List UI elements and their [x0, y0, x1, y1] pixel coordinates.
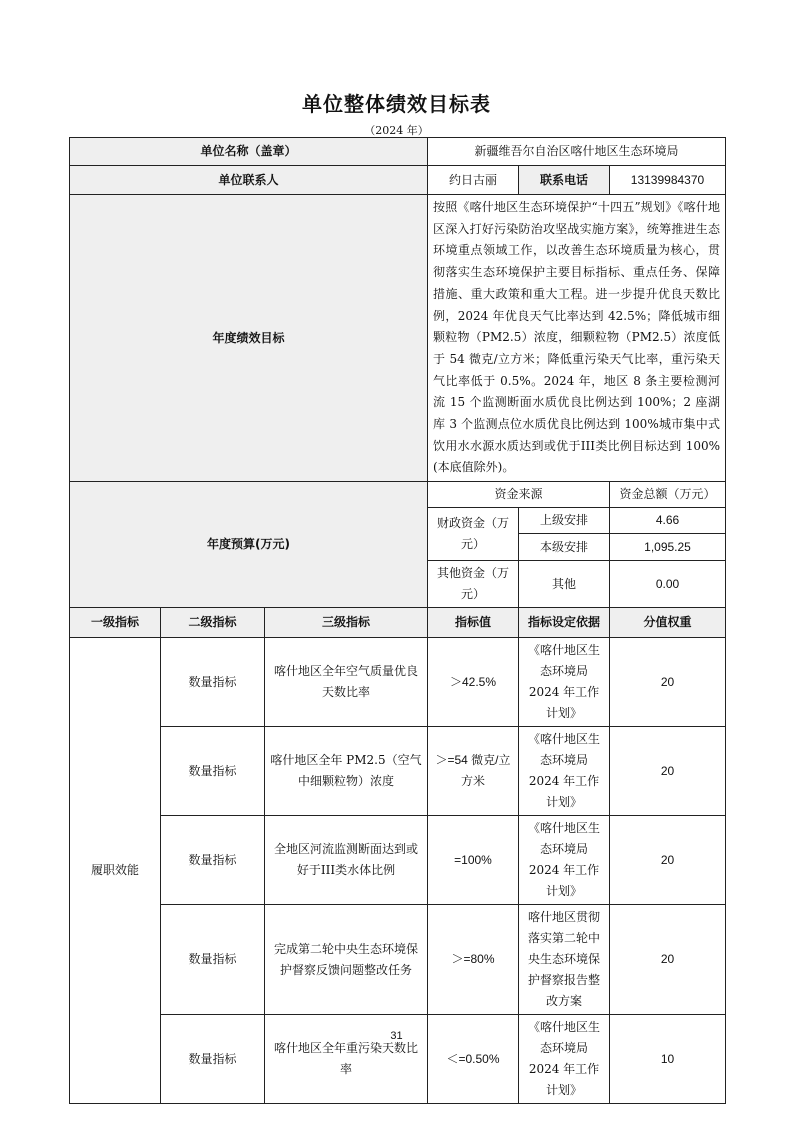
- goal-label: 年度绩效目标: [70, 195, 428, 482]
- indicator-value: ＞=54 微克/立方米: [428, 727, 519, 816]
- header-level3: 三级指标: [265, 608, 428, 638]
- header-basis: 指标设定依据: [519, 608, 610, 638]
- table-row: [70, 816, 726, 905]
- phone-value: 13139984370: [610, 166, 726, 195]
- other-fund-sub-label: 其他: [519, 561, 610, 608]
- fund-total-header: 资金总额（万元）: [610, 482, 726, 508]
- level3-indicator: 喀什地区全年 PM2.5（空气中细颗粒物）浓度: [265, 727, 428, 816]
- indicator-weight: 20: [610, 905, 726, 1015]
- page-title: 单位整体绩效目标表: [302, 92, 491, 116]
- table-row: [70, 905, 726, 1015]
- table-row: [70, 638, 726, 727]
- page-number: 31: [390, 1030, 403, 1042]
- header-level1: 一级指标: [70, 608, 161, 638]
- indicator-basis: 《喀什地区生态环境局 2024 年工作计划》: [519, 1015, 610, 1104]
- upper-allocation-value: 4.66: [610, 508, 726, 534]
- level3-indicator: 完成第二轮中央生态环境保护督察反馈问题整改任务: [265, 905, 428, 1015]
- table-row: [70, 1015, 726, 1104]
- level3-indicator: 喀什地区全年重污染天数比率: [265, 1015, 428, 1104]
- indicator-basis: 《喀什地区生态环境局 2024 年工作计划》: [519, 638, 610, 727]
- phone-label: 联系电话: [519, 166, 610, 195]
- level3-indicator: 全地区河流监测断面达到或好于III类水体比例: [265, 816, 428, 905]
- level2-indicator: 数量指标: [161, 638, 265, 727]
- fiscal-fund-label: 财政资金（万元）: [428, 508, 519, 561]
- other-fund-value: 0.00: [610, 561, 726, 608]
- performance-target-table: [69, 137, 726, 1104]
- indicator-basis: 喀什地区贯彻落实第二轮中央生态环境保护督察报告整改方案: [519, 905, 610, 1015]
- contact-value: 约日古丽: [428, 166, 519, 195]
- indicator-weight: 20: [610, 727, 726, 816]
- level2-indicator: 数量指标: [161, 816, 265, 905]
- header-weight: 分值权重: [610, 608, 726, 638]
- level3-indicator: 喀什地区全年空气质量优良天数比率: [265, 638, 428, 727]
- indicator-value: ＞=80%: [428, 905, 519, 1015]
- level2-indicator: 数量指标: [161, 905, 265, 1015]
- header-value: 指标值: [428, 608, 519, 638]
- level2-indicator: 数量指标: [161, 727, 265, 816]
- indicator-value: =100%: [428, 816, 519, 905]
- table-row: [70, 727, 726, 816]
- level1-indicator: 履职效能: [70, 638, 161, 1104]
- upper-allocation-label: 上级安排: [519, 508, 610, 534]
- indicator-weight: 20: [610, 638, 726, 727]
- budget-label: 年度预算(万元): [70, 482, 428, 608]
- indicator-basis: 《喀什地区生态环境局 2024 年工作计划》: [519, 727, 610, 816]
- unit-name-value: 新疆维吾尔自治区喀什地区生态环境局: [428, 138, 726, 166]
- local-allocation-value: 1,095.25: [610, 534, 726, 561]
- indicator-weight: 20: [610, 816, 726, 905]
- goal-text: 按照《喀什地区生态环境保护“十四五”规划》《喀什地区深入打好污染防治攻坚战实施方案》，统筹推进生态环境重点领域工作，以改善生态环境质量为核心，贯彻落实生态环境保护主要目标指标、重点任务、保障措施、重大政策和重大工程。进一步提升优良天数比例，2024 年优良天气比率达到 42.5%；降低城市细颗粒物（PM2.5）浓度，细颗粒物（PM2.5）浓度低于 54 微克/立方米；降低重污染天气比率，重污染天气比率低于 0.5%。2024 年，地区 8 条主要检测河流 15 个监测断面水质优良比例达到 100%；2 座湖库 3 个监测点位水质优良比例达到 100%城市集中式饮用水水源水质达到或优于III类比例目标达到 100%(本底值除外)。: [428, 195, 726, 482]
- indicator-value: ＜=0.50%: [428, 1015, 519, 1104]
- unit-name-label: 单位名称（盖章）: [70, 138, 428, 166]
- year-subtitle: （2024 年）: [364, 124, 429, 137]
- indicator-basis: 《喀什地区生态环境局 2024 年工作计划》: [519, 816, 610, 905]
- indicator-weight: 10: [610, 1015, 726, 1104]
- header-level2: 二级指标: [161, 608, 265, 638]
- fund-source-header: 资金来源: [428, 482, 610, 508]
- indicator-value: ＞42.5%: [428, 638, 519, 727]
- contact-label: 单位联系人: [70, 166, 428, 195]
- other-fund-label: 其他资金（万元）: [428, 561, 519, 608]
- local-allocation-label: 本级安排: [519, 534, 610, 561]
- level2-indicator: 数量指标: [161, 1015, 265, 1104]
